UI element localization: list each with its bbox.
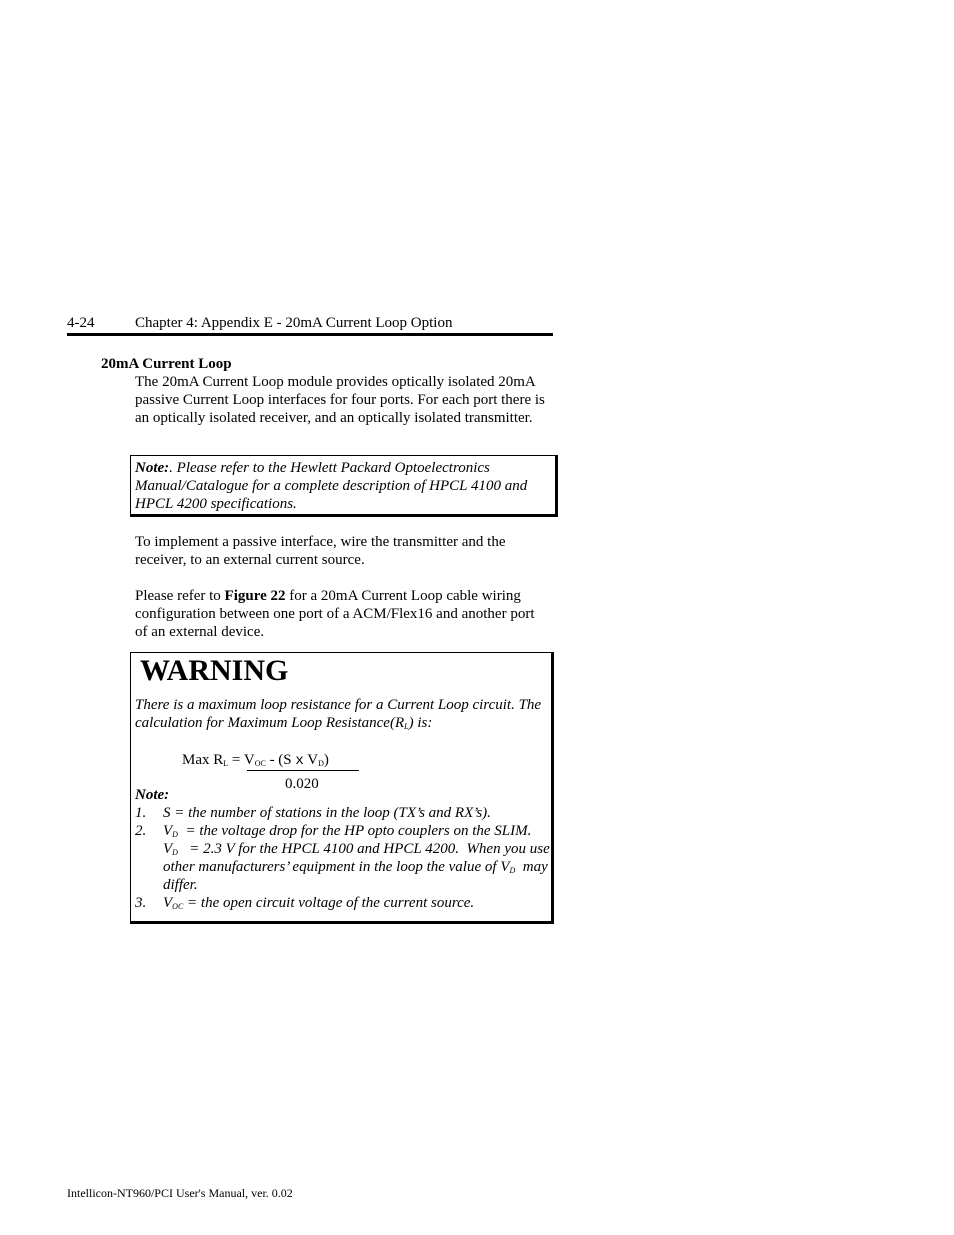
section-title: 20mA Current Loop [101, 356, 232, 372]
note-2-number: 2. [135, 823, 147, 839]
note-2-text1: = the voltage drop for the HP opto couplers on the SLIM. [177, 823, 532, 839]
note-label: Note: [135, 460, 170, 476]
note-text: . Please refer to the Hewlett Packard Optoelectronics Manual/Catalogue for a complete description of HPCL 4100 and HPCL 4200 specifications. [135, 460, 528, 512]
formula-close: ) [323, 752, 329, 768]
note-2-text [163, 822, 553, 894]
warning-note-label: Note: [135, 787, 170, 803]
note-2-v: V [163, 823, 173, 839]
page-number: 4-24 [67, 315, 95, 331]
warning-text-main: There is a maximum loop resistance for a Current Loop circuit. The calculation for Maximum Loop Resistance(R [135, 697, 542, 731]
note-2-text3: may differ. [163, 859, 552, 893]
footer: Intellicon-NT960/PCI User's Manual, ver. 0.02 [67, 1186, 293, 1200]
note-3-v: V [163, 895, 173, 911]
warning-text [135, 696, 545, 732]
note-2-v2: V [163, 841, 173, 857]
note-2-text2: = 2.3 V for the HPCL 4100 and HPCL 4200. When you use other manufacturers’ equipment in the loop the value of [163, 841, 554, 875]
note-2-sub: D [172, 830, 178, 839]
note-box [130, 455, 558, 517]
warning-text-end: ) is: [408, 715, 433, 731]
warning-title: WARNING [140, 654, 289, 687]
formula-v2: V [303, 752, 319, 768]
note-3-number: 3. [135, 895, 147, 911]
formula-numerator [182, 751, 329, 770]
formula-sub-oc: OC [254, 759, 266, 768]
formula-equals: = [228, 752, 244, 768]
header-rule [67, 333, 553, 336]
note-2-sub2: D [172, 848, 178, 857]
refer-text-before: Please refer to [135, 588, 225, 604]
fraction-bar [247, 770, 359, 771]
note-3-text-main: = the open circuit voltage of the current source. [183, 895, 475, 911]
formula-denominator: 0.020 [285, 776, 319, 792]
refer-paragraph [135, 587, 545, 641]
intro-paragraph: The 20mA Current Loop module provides optically isolated 20mA passive Current Loop interfaces for four ports. For each port there is an optically isolated receiver, and an optically isolated transmitter. [135, 374, 545, 426]
note-1-number: 1. [135, 805, 147, 821]
chapter-title: Chapter 4: Appendix E - 20mA Current Loop Option [135, 315, 453, 331]
note-2-v3: V [500, 859, 510, 875]
figure-reference: Figure 22 [224, 588, 286, 604]
formula-max-r: Max R [182, 752, 224, 768]
formula-sub-l: L [223, 759, 229, 768]
formula-sub-d: D [318, 759, 324, 768]
formula-v: V [243, 752, 255, 768]
refer-text-after: for a 20mA Current Loop cable wiring configuration between one port of a ACM/Flex16 and another port of an external device. [135, 588, 535, 640]
note-3-text [163, 894, 553, 912]
warning-text-sub: L [404, 722, 409, 731]
implement-paragraph: To implement a passive interface, wire the transmitter and the receiver, to an external current source. [135, 534, 506, 568]
formula-minus: - (S [265, 752, 296, 768]
note-3-sub: OC [172, 902, 184, 911]
note-2-sub3: D [509, 866, 516, 875]
formula-times: x [295, 753, 304, 769]
note-1-text: S = the number of stations in the loop (TX’s and RX’s). [163, 805, 491, 821]
